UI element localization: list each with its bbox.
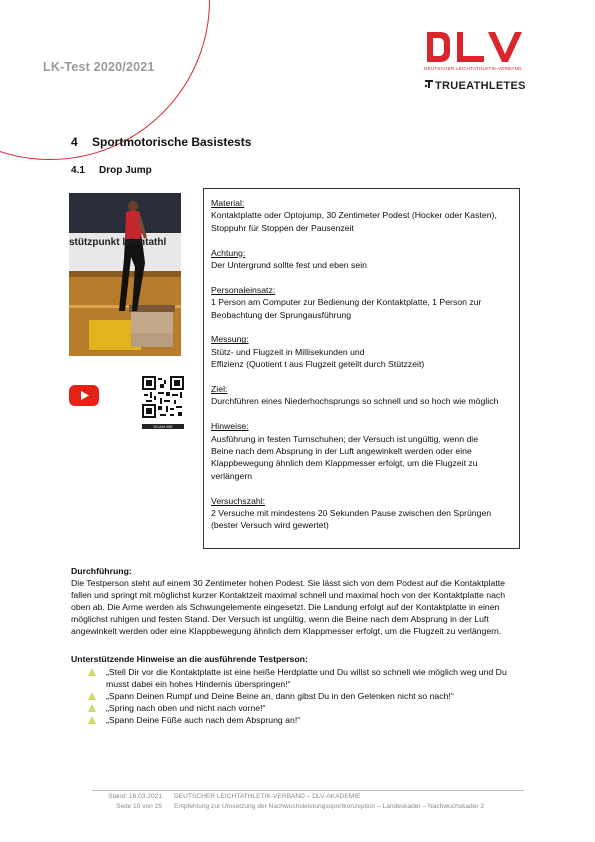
hint-line: musst dabei ein hohes Hindernis überspringen!“	[106, 679, 291, 689]
hints-list	[88, 666, 528, 726]
info-label: Hinweise:	[211, 421, 249, 432]
info-label: Versuchszahl:	[211, 495, 266, 506]
info-line: (bester Versuch wird gewertet)	[211, 520, 329, 531]
brand-text: TRUEATHLETES	[435, 80, 526, 92]
triangle-bullet-icon	[88, 704, 96, 712]
drop-jump-photo[interactable]	[69, 193, 181, 356]
page-footer	[92, 790, 524, 811]
execution-line: oben ab. Die Arme werden als Schwungelemente eingesetzt. Die Landung erfolgt auf der Kontaktplatte in einen	[71, 602, 500, 613]
info-line: Beine nach dem Absprung in der Luft angewinkelt werden oder eine	[211, 446, 472, 457]
info-label: Material:	[211, 198, 245, 208]
execution-heading: Durchführung:	[71, 566, 132, 576]
youtube-play-icon	[69, 385, 99, 406]
qr-code[interactable]	[142, 376, 184, 429]
hint-line: „Spann Deinen Rumpf und Deine Beine an, dann gibst Du in den Gelenken nicht so nach!“	[106, 691, 454, 701]
info-line: Klappbewegung ähnlich dem Klappmesser erfolgt, um die Flugzeit zu	[211, 458, 478, 469]
hints-heading: Unterstützende Hinweise an die ausführende Testperson:	[71, 654, 308, 664]
section-heading	[71, 135, 251, 149]
info-line: Beobachtung der Sprungausführung	[211, 309, 352, 320]
footer-doc: Empfehlung zur Umsetzung der Nachwuchsleistungssportkonzeption – Landeskader – Nachwuchskader 2	[174, 802, 485, 810]
info-line: Ausführung in festen Turnschuhen; der Versuch ist ungültig, wenn die	[211, 433, 479, 444]
execution-section	[71, 565, 526, 638]
triangle-bullet-icon	[88, 716, 96, 724]
info-goal	[211, 383, 513, 408]
execution-line: möglichst ruhigen und festen Stand. Der Versuch ist ungültig, wenn die Beine nach dem Absprung in der Luft	[71, 614, 489, 625]
dlv-logo	[424, 30, 528, 92]
hint-line: „Spann Deine Füße auch nach dem Absprung an!“	[106, 715, 301, 725]
info-line: 1 Person am Computer zur Bedienung der Kontaktplatte, 1 Person zur	[211, 297, 482, 308]
info-line: Der Untergrund sollte fest und eben sein	[211, 260, 367, 271]
execution-line: angewinkelt werden oder eine Klappbewegung ähnlich dem Klappmesser erfolgt, um die Flugzeit zu verlängern.	[71, 626, 502, 637]
info-line: 2 Versuche mit mindestens 20 Sekunden Pause zwischen den Sprüngen	[211, 508, 492, 519]
section-title: Sportmotorische Basistests	[92, 135, 252, 149]
footer-org: DEUTSCHER LEICHTATHLETIK-VERBAND – DLV-AKADEMIE	[174, 793, 361, 800]
document-title: LK-Test 2020/2021	[43, 60, 155, 74]
footer-page: Seite 10 von 25	[116, 802, 162, 810]
info-box	[203, 188, 520, 549]
subsection-title: Drop Jump	[99, 165, 152, 176]
info-material	[211, 197, 513, 234]
info-line: Stütz- und Flugzeit in Millisekunden und	[211, 346, 365, 357]
list-item	[88, 666, 528, 690]
runner-icon	[424, 79, 434, 89]
execution-line: fallen und springt mit möglichst kurzer Kontaktzeit maximal schnell und maximal hoch von der Kontaktplatte nach	[71, 590, 506, 601]
dlv-logo-mark	[424, 30, 524, 64]
list-item	[88, 690, 528, 702]
info-label: Achtung:	[211, 247, 246, 258]
triangle-bullet-icon	[88, 668, 96, 676]
info-notes	[211, 420, 513, 482]
hint-line: „Spring nach oben und nicht nach vorne!“	[106, 703, 266, 713]
info-label: Messung:	[211, 334, 249, 345]
info-line: verlängern	[211, 470, 253, 481]
info-line: Durchführen eines Niederhochsprungs so schnell und so hoch wie möglich	[211, 396, 499, 407]
execution-line: Die Testperson steht auf einem 30 Zentimeter hohen Podest. Sie lässt sich von dem Podest auf die Kontaktplatte	[71, 578, 505, 589]
info-line: Kontaktplatte oder Optojump, 30 Zentimeter Podest (Hocker oder Kasten),	[211, 210, 497, 221]
youtube-play-button[interactable]	[69, 385, 99, 411]
info-line: Effizienz (Quotient t aus Flugzeit geteilt durch Stützzeit)	[211, 359, 425, 370]
hint-line: „Stell Dir vor die Kontaktplatte ist eine heiße Herdplatte und Du willst so schnell wie möglich weg und Du	[106, 667, 507, 677]
subsection-number: 4.1	[71, 165, 85, 176]
logo-subtitle: DEUTSCHER LEICHTATHLETIK-VERBAND	[424, 66, 522, 71]
list-item	[88, 714, 528, 726]
info-label: Personaleinsatz:	[211, 284, 276, 295]
list-item	[88, 702, 528, 714]
photo-banner-text: stützpunkt leichtathl	[69, 237, 167, 248]
info-attempts	[211, 495, 513, 532]
info-measurement	[211, 333, 513, 370]
trueathletes-brand	[424, 79, 528, 92]
subsection-heading	[71, 165, 152, 176]
qr-scan-label: SCAN ME	[142, 424, 184, 429]
info-staff	[211, 284, 513, 321]
triangle-bullet-icon	[88, 692, 96, 700]
section-number: 4	[71, 135, 78, 149]
info-label: Ziel:	[211, 384, 228, 395]
qr-code-icon	[142, 376, 184, 418]
info-attention	[211, 247, 513, 272]
footer-date: Stand: 16.03.2021	[108, 793, 162, 800]
info-line: Stoppuhr für Stoppen der Pausenzeit	[211, 222, 354, 233]
